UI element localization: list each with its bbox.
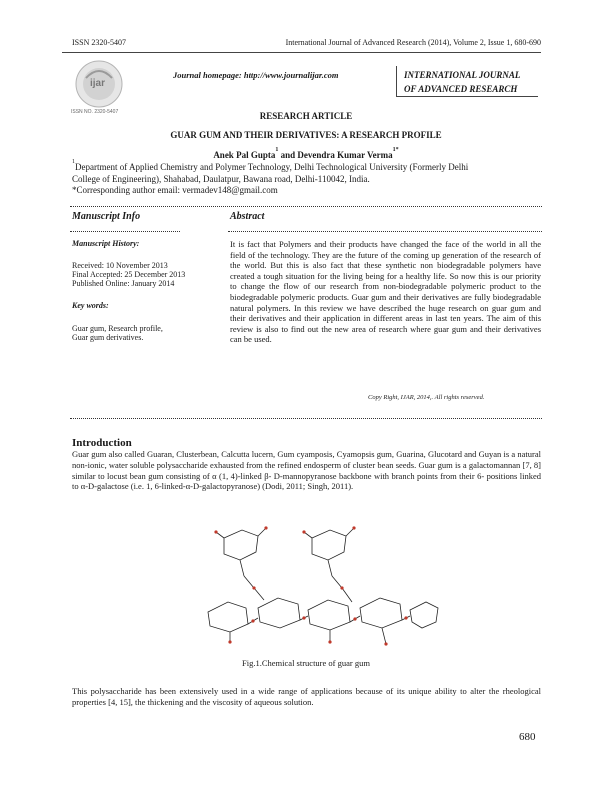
author-2-sup: 1*: [392, 147, 399, 153]
manuscript-info-divider: [70, 231, 180, 232]
journal-name-underline: [396, 96, 538, 97]
journal-name-line1: INTERNATIONAL JOURNAL: [404, 70, 521, 80]
journal-homepage[interactable]: Journal homepage: http://www.journalijar.com: [173, 70, 339, 80]
journal-citation-header: International Journal of Advanced Research (2014), Volume 2, Issue 1, 680-690: [285, 38, 541, 47]
article-type: RESEARCH ARTICLE: [259, 111, 353, 121]
author-1-sup: 1: [275, 147, 279, 153]
introduction-paragraph: Guar gum also called Guaran, Clusterbean, Calcutta lucern, Gum cyamposis, Cyamopsis gum, Guarina, Glucotard and Guyan is a natural non-ionic, water soluble polysaccharide exhausted from the refined endosperm of cluster bean seeds. Guar gum is a galactomannan [7, 8] similar to locust bean gum consisting of α (1, 4)-linked β- D-mannopyranose backbone with branch points from their 6- positions linked to α-D-galactose (i.e. 1, 6-linked-α-D-galactopyranose) (Dodi, 2011; Singh, 2011).: [72, 449, 541, 492]
author-1: Anek Pal Gupta: [213, 150, 276, 160]
affiliation-line2: College of Engineering), Shahabad, Daulatpur, Bawana road, Delhi-110042, India.: [72, 173, 370, 184]
logo-issn-caption: ISSN NO. 2320-5407: [71, 109, 119, 115]
authors: [0, 147, 612, 160]
manuscript-accepted: Final Accepted: 25 December 2013: [72, 270, 186, 279]
page-number: 680: [519, 731, 536, 743]
journal-name-line2: OF ADVANCED RESEARCH: [404, 84, 518, 94]
corresponding-author: *Corresponding author email: vermadev148@gmail.com: [72, 185, 278, 195]
introduction-heading: Introduction: [72, 437, 132, 449]
keywords-label: Key words:: [72, 301, 109, 310]
issn-header: ISSN 2320-5407: [72, 38, 127, 47]
affiliation-line1: Department of Applied Chemistry and Polymer Technology, Delhi Technological University (Formerly Delhi: [75, 162, 469, 172]
header-divider: [62, 52, 541, 53]
copyright-notice: Copy Right, IJAR, 2014,. All rights reserved.: [368, 394, 485, 401]
abstract-heading: Abstract: [230, 211, 265, 222]
article-title: GUAR GUM AND THEIR DERIVATIVES: A RESEARCH PROFILE: [170, 130, 442, 140]
guar-gum-structure-figure: [200, 518, 440, 658]
journal-name-leftbar: [396, 66, 397, 96]
author-conjunction: and: [278, 150, 298, 160]
affiliation: [72, 159, 542, 197]
author-2: Devendra Kumar Verma: [297, 150, 393, 160]
keywords-line2: Guar gum derivatives.: [72, 333, 144, 342]
introduction-paragraph-2: This polysaccharide has been extensively used in a wide range of applications because of its unique ability to alter the rheological properties [4, 15], the thickening and the viscosity of aqueous solution.: [72, 686, 541, 707]
manuscript-received: Received: 10 November 2013: [72, 261, 168, 270]
bottom-dotted-divider: [70, 418, 542, 419]
affiliation-sup: 1: [72, 159, 75, 165]
manuscript-published: Published Online: January 2014: [72, 279, 175, 288]
manuscript-info-heading: Manuscript Info: [72, 211, 141, 222]
abstract-divider: [228, 231, 542, 232]
top-dotted-divider: [70, 206, 542, 207]
keywords-line1: Guar gum, Research profile,: [72, 324, 163, 333]
abstract-text: It is fact that Polymers and their products have changed the face of the world in all the field of the technology. They are the future of the coming up generation of the research of the world. But this is also fact that these synthetic non biodegradable polymers have created a tough situation for the living being for a healthy life. So now this is our priority to change the flow of our research from non-biodegradable polymeric product to the biodegradable polymeric products. Guar gum and their derivatives are fully biodegradable natural polymers. In this review we have described the huge research on guar gum and their derivatives and their application in different areas in last ten years. The aim of this review is also to find out the new area of research where guar gum and their derivatives can be used.: [230, 239, 541, 345]
figure-caption: Fig.1.Chemical structure of guar gum: [242, 658, 370, 668]
journal-logo: [68, 56, 130, 118]
manuscript-history-label: Manuscript History:: [72, 239, 140, 248]
logo-text: ijar: [90, 78, 106, 89]
